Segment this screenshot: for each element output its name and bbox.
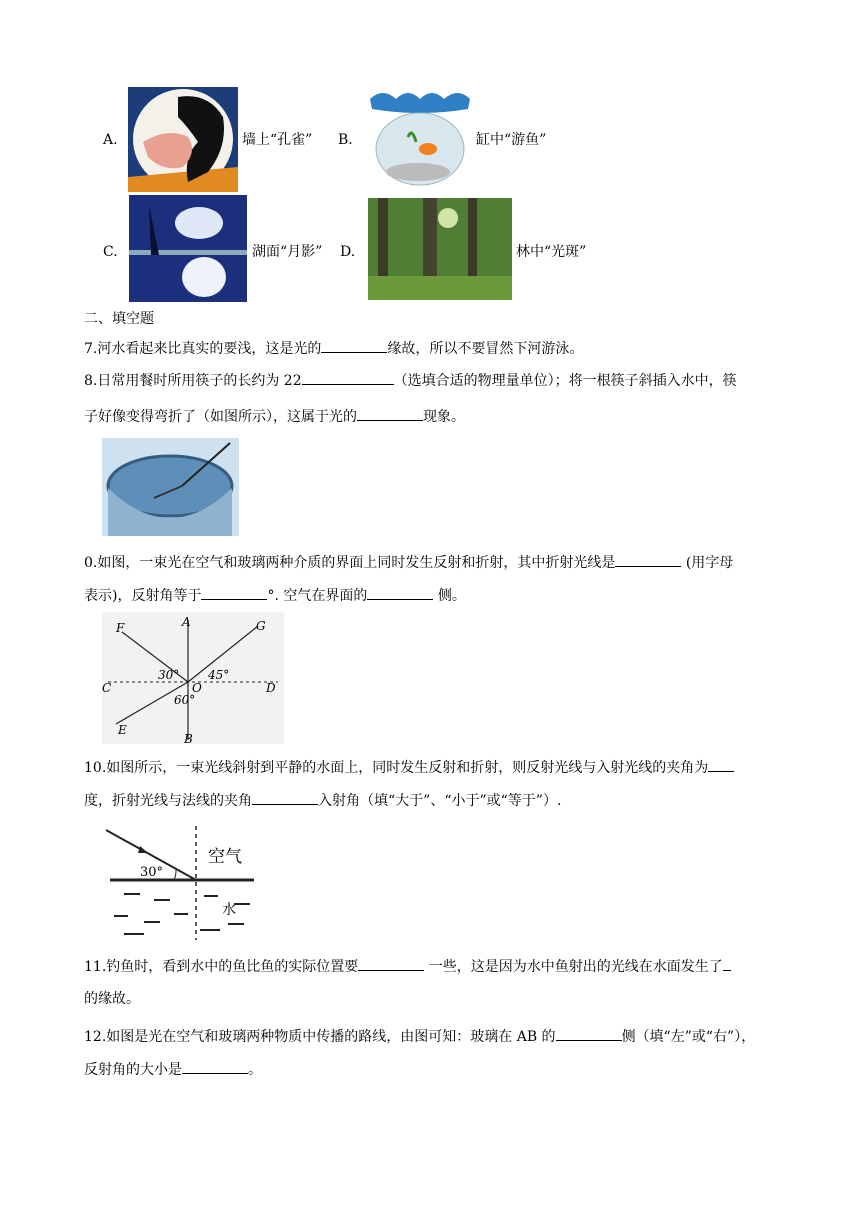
q7-text-pre: 7.河水看起来比真实的要浅，这是光的: [84, 341, 322, 357]
q10-text-c: 入射角（填“大于”、“小于”或“等于”）.: [318, 793, 562, 809]
q12-text-c: 反射角的大小是: [84, 1062, 182, 1078]
q9-text-b: (用字母: [685, 555, 734, 571]
q9-diagram: [102, 612, 284, 744]
q9-blank-refracted[interactable]: [615, 552, 681, 567]
question-11-line1: [84, 956, 731, 977]
q8-text-d: 现象。: [423, 409, 465, 425]
question-9-line1: [84, 552, 733, 573]
q12-blank-angle[interactable]: [182, 1059, 248, 1074]
q7-text-post: 缘故，所以不要冒然下河游泳。: [387, 341, 584, 357]
option-d-caption: 林中“光斑”: [516, 244, 587, 260]
option-a-caption: 墙上“孔雀”: [242, 132, 313, 148]
angle-45: 45°: [208, 668, 230, 682]
q10-text-a: 10.如图所示，一束光线斜射到平静的水面上，同时发生反射和折射，则反射光线与入射光线的夹角为: [84, 760, 709, 776]
air-label: 空气: [208, 847, 242, 867]
q9-text-e: 侧。: [437, 588, 466, 604]
moon-icon: [129, 195, 247, 302]
peacock-shadow-image: [128, 87, 238, 192]
q12-blank-side[interactable]: [556, 1026, 622, 1041]
label-o: O: [192, 681, 202, 695]
q11-blank-position[interactable]: [358, 956, 424, 971]
angle-30: 30°: [158, 668, 180, 682]
option-d-letter: D.: [340, 244, 356, 260]
q12-text-d: 。: [248, 1062, 262, 1078]
reflection-refraction-diagram: [102, 612, 284, 744]
q10-text-b: 度，折射光线与法线的夹角: [84, 793, 252, 809]
question-10-line2: [84, 790, 561, 811]
label-e: E: [118, 723, 127, 737]
q11-text-b: 一些，这是因为水中鱼射出的光线在水面发生了: [428, 959, 723, 975]
bowl-icon: [102, 438, 239, 536]
q8-text-a: 8.日常用餐时所用筷子的长约为 22: [84, 373, 302, 389]
forest-light-image: [368, 198, 512, 300]
q12-text-b: 侧（填“左”或“右”），: [621, 1029, 756, 1045]
label-g: G: [256, 619, 266, 633]
question-11-line2: [84, 989, 140, 1009]
label-a: A: [182, 615, 191, 629]
q8-text-c: 子好像变得弯折了（如图所示），这属于光的: [84, 409, 357, 425]
label-f: F: [116, 621, 125, 635]
label-d: D: [266, 681, 276, 695]
section-title: 二、填空题: [84, 311, 154, 327]
option-a-letter: A.: [103, 132, 118, 148]
question-8-line1: [84, 370, 737, 391]
q10-blank-compare[interactable]: [252, 790, 318, 805]
q11-text-c: 的缘故。: [84, 991, 140, 1007]
question-8-line2: [84, 406, 465, 427]
question-9-line2: [84, 585, 466, 606]
option-c-letter: C.: [103, 244, 118, 260]
chopstick-in-water-image: [102, 438, 239, 536]
water-surface-diagram: [104, 826, 260, 940]
moon-reflection-image: [129, 195, 247, 302]
label-c: C: [102, 681, 112, 695]
hand-shadow-icon: [128, 87, 238, 192]
angle-label: 30°: [140, 865, 164, 880]
angle-60: 60°: [174, 693, 196, 707]
q8-blank-phenomenon[interactable]: [357, 406, 423, 421]
forest-icon: [368, 198, 512, 300]
arrow-icon: [138, 846, 148, 853]
q11-blank-phenomenon[interactable]: [723, 956, 731, 971]
fishbowl-image: [368, 87, 472, 189]
q12-text-a: 12.如图是光在空气和玻璃两种物质中传播的路线，由图可知：玻璃在 AB 的: [84, 1029, 556, 1045]
q8-text-b: （选填合适的物理量单位）；将一根筷子斜插入水中，筷: [393, 373, 737, 389]
q8-blank-unit[interactable]: [302, 370, 394, 385]
q10-blank-angle[interactable]: [708, 757, 734, 772]
q9-text-d: °. 空气在界面的: [267, 588, 368, 604]
question-12-line2: [84, 1059, 262, 1080]
q11-text-a: 11.钓鱼时，看到水中的鱼比鱼的实际位置要: [84, 959, 359, 975]
label-b: B: [184, 732, 193, 744]
q9-blank-angle[interactable]: [201, 585, 267, 600]
q10-diagram: [104, 826, 260, 940]
question-7: [84, 338, 583, 359]
option-b-letter: B.: [338, 132, 353, 148]
question-10-line1: [84, 757, 734, 778]
q7-blank[interactable]: [321, 338, 387, 353]
option-b-caption: 缸中“游鱼”: [476, 132, 547, 148]
q9-blank-side[interactable]: [367, 585, 433, 600]
fishbowl-icon: [368, 87, 472, 189]
water-label: 水: [222, 902, 236, 918]
q9-text-c: 表示)，反射角等于: [84, 588, 202, 604]
question-12-line1: [84, 1026, 755, 1047]
option-c-caption: 湖面“月影”: [252, 244, 323, 260]
q9-text-a: 0.如图，一束光在空气和玻璃两种介质的界面上同时发生反射和折射，其中折射光线是: [84, 555, 616, 571]
